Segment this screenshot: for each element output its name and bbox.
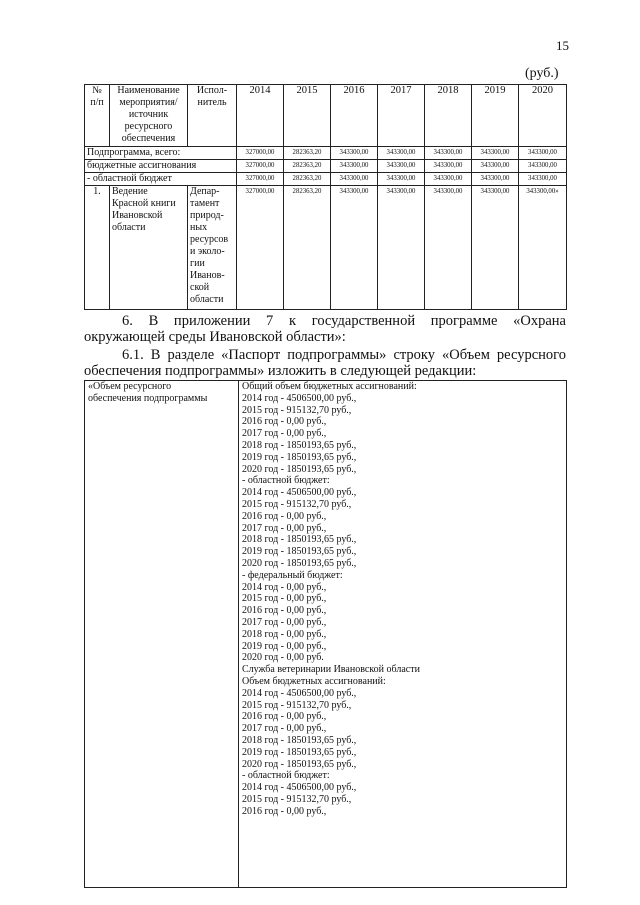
cell-value: 343300,00: [331, 147, 378, 160]
passport-right-line: 2015 год - 915132,70 руб.,: [242, 699, 352, 711]
cell-value: 343300,00: [472, 173, 519, 186]
passport-right-cell: [239, 381, 567, 888]
page-number: 15: [556, 38, 569, 53]
cell-value: 343300,00: [425, 186, 472, 310]
cell-value: 327000,00: [237, 186, 284, 310]
passport-right-line: 2019 год - 0,00 руб.,: [242, 640, 327, 652]
passport-right-line: 2018 год - 1850193,65 руб.,: [242, 439, 357, 451]
header-executor: [188, 85, 237, 147]
cell-value: 282363,20: [284, 186, 331, 310]
summary-row-regional: [85, 173, 567, 186]
passport-right-line: 2014 год - 0,00 руб.,: [242, 581, 327, 593]
cell-value: 343300,00: [378, 173, 425, 186]
cell-value: 282363,20: [284, 160, 331, 173]
passport-right-line: 2020 год - 0,00 руб.: [242, 652, 324, 664]
row-label: Подпрограмма, всего:: [85, 147, 237, 160]
funding-table: [84, 84, 567, 310]
header-text: п/п: [90, 97, 104, 108]
item-row: [85, 186, 567, 310]
passport-right-line: 2018 год - 1850193,65 руб.,: [242, 534, 357, 546]
executor-line: ресурсов: [190, 234, 229, 245]
cell-value: 343300,00: [425, 160, 472, 173]
executor-line: природ-: [190, 210, 224, 221]
header-row: [85, 85, 567, 147]
passport-right-line: 2016 год - 0,00 руб.,: [242, 510, 327, 522]
passport-right-line: Служба ветеринарии Ивановской области: [242, 664, 420, 676]
header-text: ресурсного: [124, 121, 173, 132]
executor-line: Депар-: [190, 186, 220, 197]
executor-line: ской: [190, 282, 210, 293]
passport-right-line: - федеральный бюджет:: [242, 569, 343, 581]
header-year: 2019: [472, 85, 519, 147]
cell-value: 327000,00: [237, 147, 284, 160]
passport-right-line: 2019 год - 1850193,65 руб.,: [242, 746, 357, 758]
cell-value: 343300,00: [472, 147, 519, 160]
passport-right-line: 2020 год - 1850193,65 руб.,: [242, 758, 357, 770]
cell-value: 343300,00: [472, 160, 519, 173]
passport-right-line: 2015 год - 0,00 руб.,: [242, 593, 327, 605]
header-text: №: [92, 85, 102, 96]
passport-left-line: обеспечения подпрограммы: [88, 392, 208, 404]
executor-line: и эколо-: [190, 246, 225, 257]
header-year: 2018: [425, 85, 472, 147]
item-name-line: Красной книги: [112, 198, 176, 209]
header-text: Испол-: [196, 85, 228, 96]
header-text: нитель: [197, 97, 227, 108]
cell-value: 282363,20: [284, 147, 331, 160]
passport-right-line: 2016 год - 0,00 руб.,: [242, 805, 327, 817]
cell-value: 343300,00: [331, 160, 378, 173]
summary-row-budget: [85, 160, 567, 173]
passport-right-line: 2017 год - 0,00 руб.,: [242, 723, 327, 735]
passport-right-line: 2018 год - 1850193,65 руб.,: [242, 734, 357, 746]
paragraph-6-1: 6.1. В разделе «Паспорт подпрограммы» строку «Объем ресурсного обеспечения подпрограммы» изложить в следующей редакции:: [84, 347, 566, 379]
passport-right-line: 2017 год - 0,00 руб.,: [242, 522, 327, 534]
passport-right-line: 2016 год - 0,00 руб.,: [242, 416, 327, 428]
item-name-line: Ивановской: [112, 210, 163, 221]
passport-right-line: 2019 год - 1850193,65 руб.,: [242, 546, 357, 558]
passport-right-line: 2017 год - 0,00 руб.,: [242, 428, 327, 440]
passport-right-line: 2016 год - 0,00 руб.,: [242, 711, 327, 723]
cell-value: 343300,00: [519, 173, 567, 186]
passport-left-line: «Объем ресурсного: [88, 381, 172, 392]
passport-table: [84, 380, 567, 888]
cell-value: 327000,00: [237, 173, 284, 186]
header-text: обеспечения: [121, 133, 176, 144]
executor-line: тамент: [190, 198, 220, 209]
header-text: источник: [128, 109, 169, 120]
cell-value: 343300,00: [331, 186, 378, 310]
summary-row-total: [85, 147, 567, 160]
item-executor: [188, 186, 237, 310]
cell-value: 343300,00: [425, 173, 472, 186]
passport-right-line: Объем бюджетных ассигнований:: [242, 675, 386, 687]
currency-unit: (руб.): [525, 66, 559, 81]
item-name-line: Ведение: [112, 186, 148, 197]
passport-right-line: 2015 год - 915132,70 руб.,: [242, 793, 352, 805]
cell-value: 343300,00: [519, 147, 567, 160]
passport-right-line: 2020 год - 1850193,65 руб.,: [242, 463, 357, 475]
passport-left-cell: [85, 381, 239, 888]
passport-right-line: 2014 год - 4506500,00 руб.,: [242, 782, 357, 794]
passport-right-line: 2014 год - 4506500,00 руб.,: [242, 487, 357, 499]
passport-right-line: 2020 год - 1850193,65 руб.,: [242, 557, 357, 569]
passport-right-line: 2014 год - 4506500,00 руб.,: [242, 392, 357, 404]
header-year: 2016: [331, 85, 378, 147]
passport-right-line: 2015 год - 915132,70 руб.,: [242, 498, 352, 510]
passport-right-line: Общий объем бюджетных ассигнований:: [242, 381, 417, 392]
cell-value: 282363,20: [284, 173, 331, 186]
cell-value: 343300,00: [472, 186, 519, 310]
cell-value: 343300,00: [378, 147, 425, 160]
passport-right-line: - областной бюджет:: [242, 770, 330, 782]
executor-line: ных: [190, 222, 208, 233]
header-year: 2015: [284, 85, 331, 147]
passport-right-line: 2014 год - 4506500,00 руб.,: [242, 687, 357, 699]
header-year: 2014: [237, 85, 284, 147]
passport-right-line: 2015 год - 915132,70 руб.,: [242, 404, 352, 416]
cell-value: 327000,00: [237, 160, 284, 173]
cell-value: 343300,00: [519, 160, 567, 173]
cell-value: 343300,00: [331, 173, 378, 186]
executor-line: гии: [190, 258, 205, 269]
passport-right-line: 2017 год - 0,00 руб.,: [242, 616, 327, 628]
row-label: бюджетные ассигнования: [85, 160, 237, 173]
passport-right-line: - областной бюджет:: [242, 475, 330, 487]
header-text: Наименование: [117, 85, 180, 96]
header-name: [110, 85, 188, 147]
paragraph-6: 6. В приложении 7 к государственной программе «Охрана окружающей среды Ивановской области»:: [84, 313, 566, 345]
cell-value: 343300,00»: [519, 186, 567, 310]
header-year: 2020: [519, 85, 567, 147]
cell-value: 343300,00: [378, 186, 425, 310]
header-year: 2017: [378, 85, 425, 147]
item-num: 1.: [85, 186, 110, 310]
executor-line: Иванов-: [190, 270, 225, 281]
passport-right-line: 2018 год - 0,00 руб.,: [242, 628, 327, 640]
header-text: мероприятия/: [119, 97, 178, 108]
executor-line: области: [190, 294, 224, 305]
passport-right-line: 2016 год - 0,00 руб.,: [242, 605, 327, 617]
passport-right-line: 2019 год - 1850193,65 руб.,: [242, 451, 357, 463]
item-name-line: области: [112, 222, 146, 233]
item-name: [110, 186, 188, 310]
header-num: [85, 85, 110, 147]
cell-value: 343300,00: [425, 147, 472, 160]
cell-value: 343300,00: [378, 160, 425, 173]
row-label: - областной бюджет: [85, 173, 237, 186]
passport-row: [85, 381, 567, 888]
